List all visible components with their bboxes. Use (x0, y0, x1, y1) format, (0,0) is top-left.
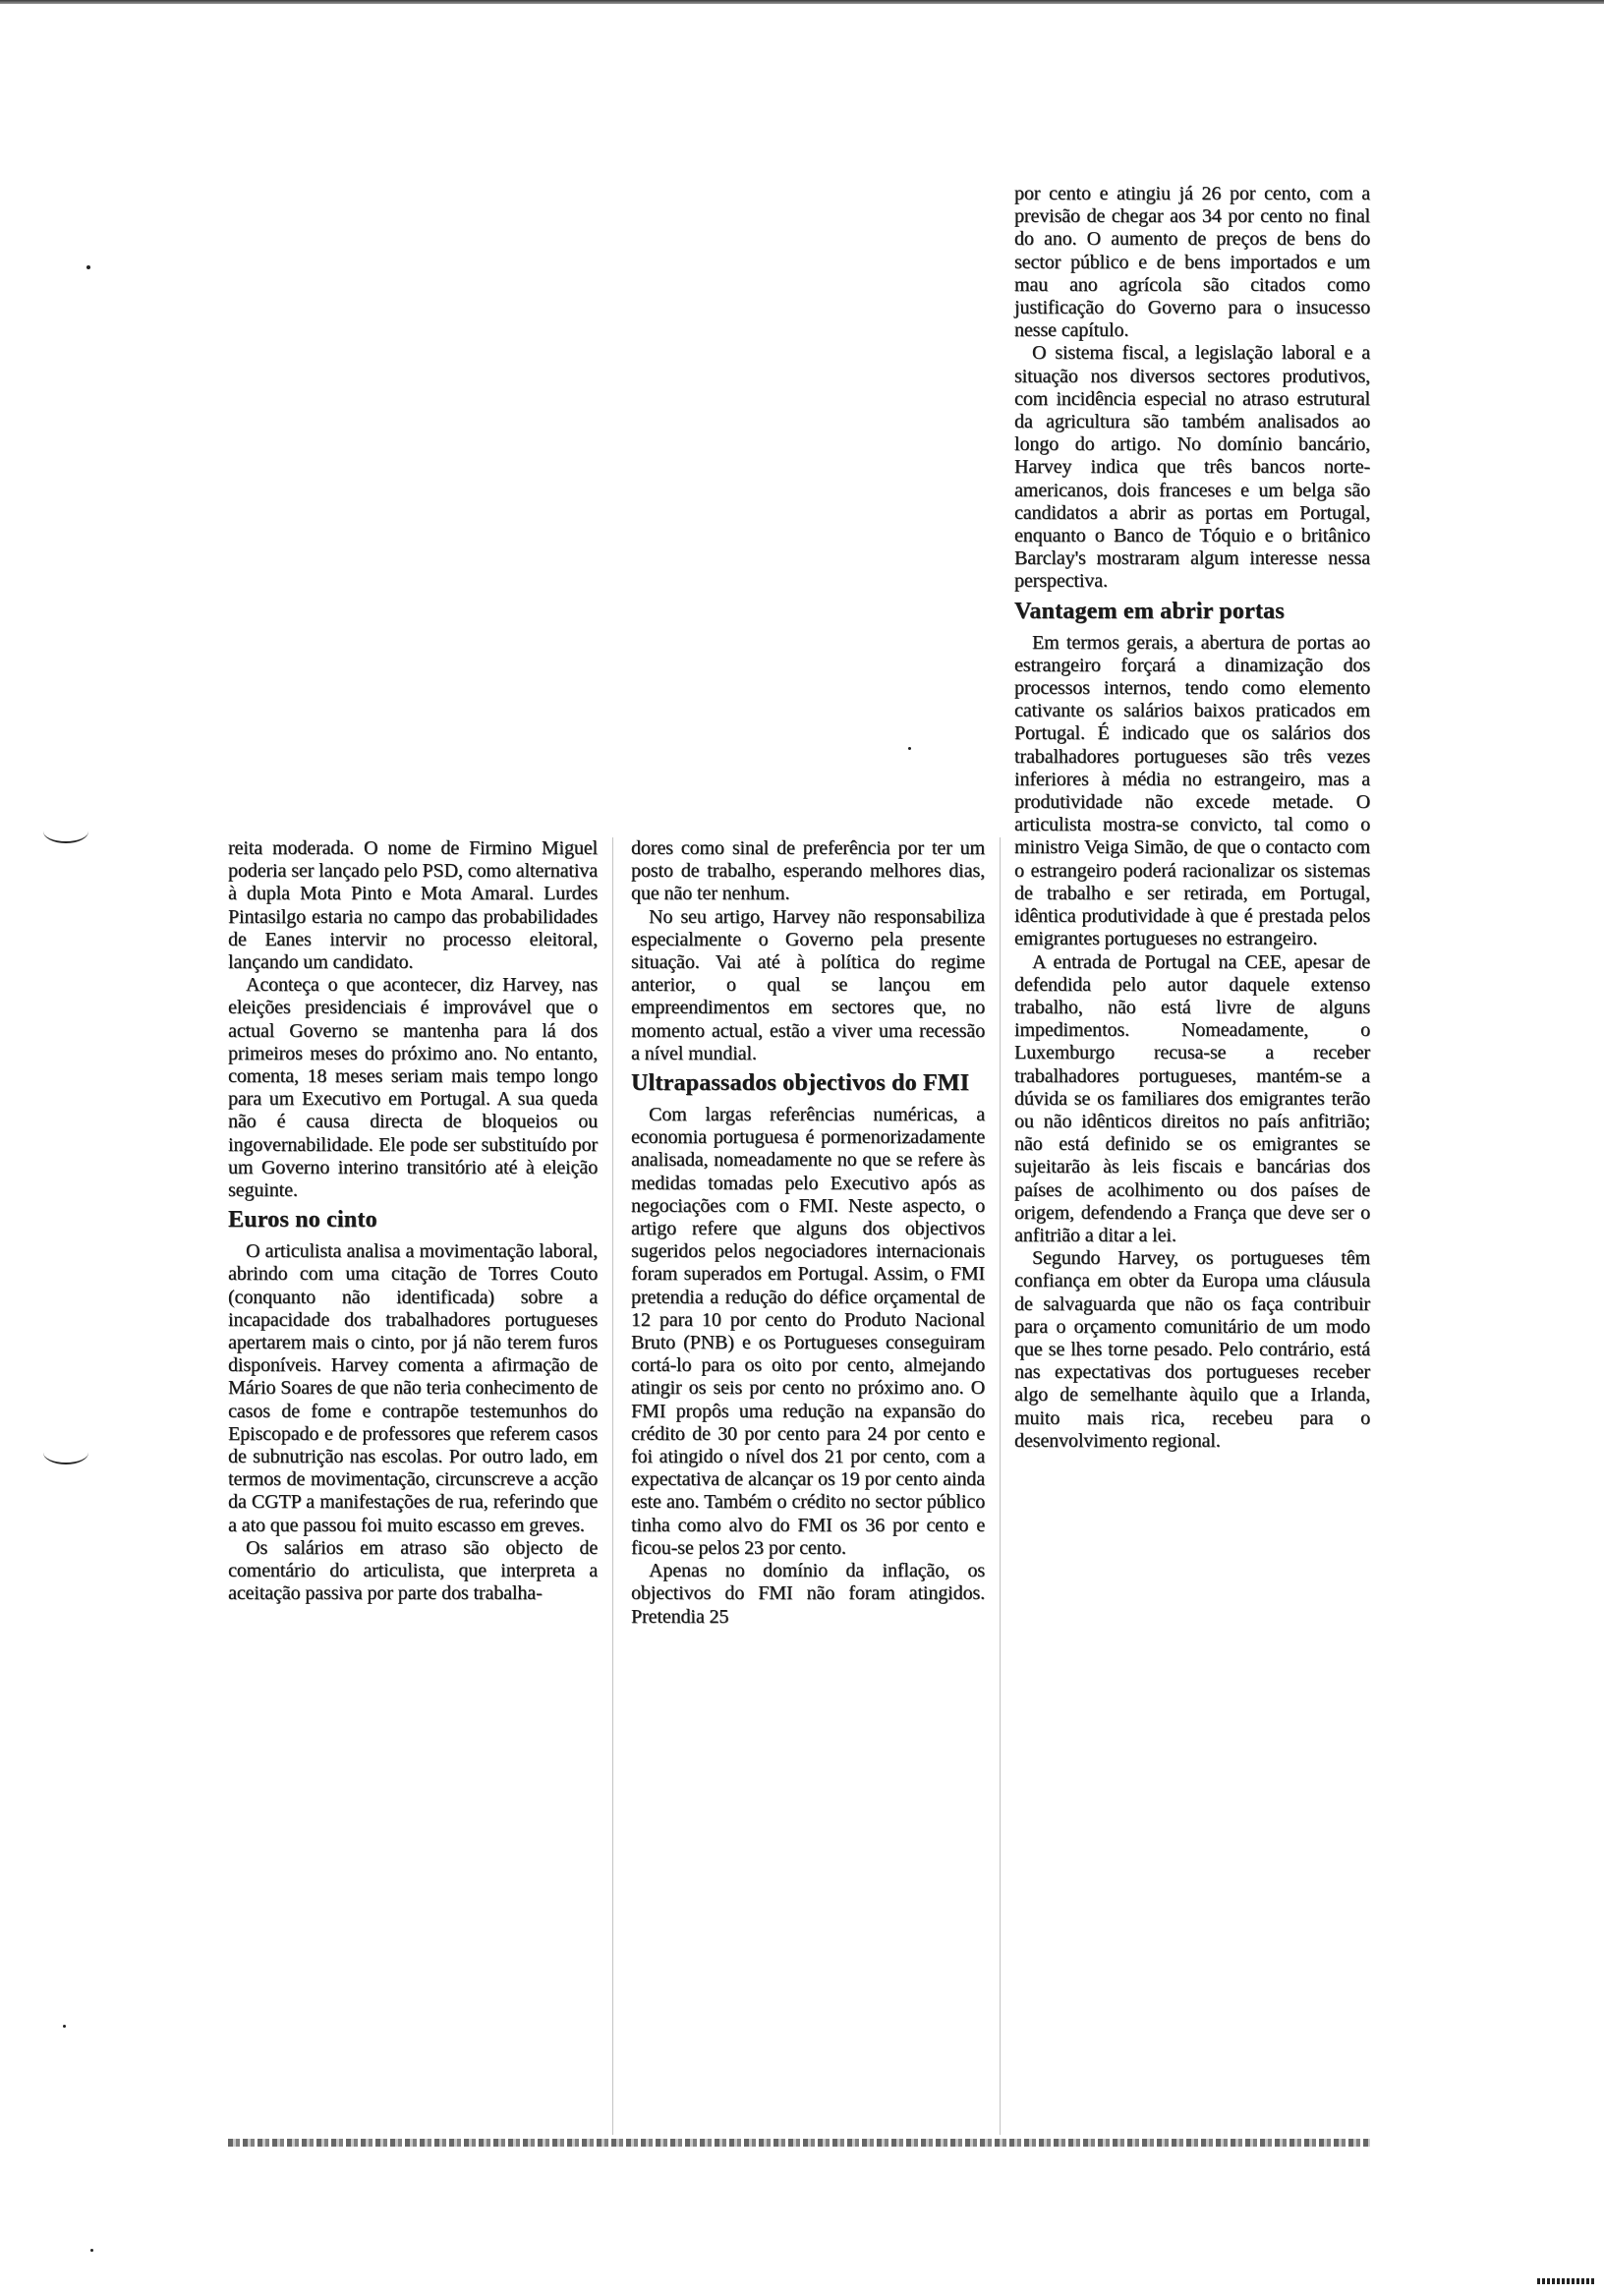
paragraph: O sistema fiscal, a legislação laboral e a situação nos diversos sectores produtivos, com incidência especial no atraso estrutural da agricultura são também analisados ao longo do artigo. No domínio bancário, Harvey indica que três bancos norte-americanos, dois franceses e um belga são candidatos a abrir as portas em Portugal, enquanto o Banco de Tóquio e o britânico Barclay's mostraram algum interesse nessa perspectiva. (1014, 342, 1370, 593)
paragraph: reita moderada. O nome de Firmino Miguel poderia ser lançado pelo PSD, como alternativa à dupla Mota Pinto e Mota Amaral. Lurdes Pintasilgo estaria no campo das probabilidades de Eanes intervir no processo eleitoral, lançando um candidato. (228, 837, 598, 974)
paragraph: Com largas referências numéricas, a economia portuguesa é pormenorizadamente analisada, nomeadamente no que se refere às medidas tomadas pelo Executivo após as negociações com o FMI. Neste aspecto, o artigo refere que alguns dos objectivos sugeridos pelos negociadores internacionais foram superados em Portugal. Assim, o FMI pretendia a redução do défice orçamental de 12 para 10 por cento do Produto Nacional Bruto (PNB) e os Portugueses conseguiram cortá-lo para os oito por cento, almejando atingir os seis por cento no próximo ano. O FMI propôs uma redução na expansão do crédito de 30 por cento para 24 por cento e foi atingido o nível dos 21 por cento, com a expectativa de alcançar os 19 por cento ainda este ano. Também o crédito no sector público tinha como alvo do FMI os 36 por cento e ficou-se pelos 23 por cento. (631, 1104, 985, 1559)
scan-speck (86, 265, 90, 269)
section-heading: Vantagem em abrir portas (1014, 598, 1285, 624)
section-heading: Ultrapassados objectivos do FMI (631, 1070, 970, 1097)
bottom-rule (228, 2139, 1370, 2147)
paragraph: A entrada de Portugal na CEE, apesar de defendida pelo autor daquele extenso trabalho, não está livre de alguns impedimentos. Nomeadamente, o Luxemburgo recusa-se a receber trabalhadores portugueses, mantém-se a dúvida se os familiares dos emigrantes terão ou não idênticos direitos no país anfitrião; não está definido se os emigrantes se sujeitarão às leis fiscais e bancárias dos países de acolhimento ou dos países de origem, defendendo a França que deve ser o anfitrião a ditar a lei. (1014, 950, 1370, 1246)
paragraph: Em termos gerais, a abertura de portas ao estrangeiro forçará a dinamização dos processos internos, tendo como elemento cativante os salários baixos praticados em Portugal. É indicado que os salários dos trabalhadores portugueses são três vezes inferiores à média no estrangeiro, mas a produtividade não excede metade. O articulista mostra-se convicto, tal como o ministro Veiga Simão, de que o contacto com o estrangeiro poderá racionalizar os sistemas de trabalho e ser retirada, em Portugal, idêntica produtividade à que é prestada pelos emigrantes portugueses no estrangeiro. (1014, 631, 1370, 950)
paragraph: No seu artigo, Harvey não responsabiliza especialmente o Governo pela presente situação. Vai até à política do regime anterior, o qual se lançou em empreendimentos em sectores que, no momento actual, estão a viver uma recessão a nível mundial. (631, 905, 985, 1064)
paragraph: Aconteça o que acontecer, diz Harvey, nas eleições presidenciais é improvável que o actual Governo se mantenha para lá dos primeiros meses do próximo ano. No entanto, comenta, 18 meses seriam mais tempo longo para um Executivo em Portugal. A sua queda não é causa directa de bloqueios ou ingovernabilidade. Ele pode ser substituído por um Governo interino transitório até à eleição seguinte. (228, 974, 598, 1202)
scan-speck (63, 2025, 66, 2028)
section-heading: Euros no cinto (228, 1207, 377, 1234)
scan-speck (908, 747, 911, 750)
column-divider (612, 837, 613, 2135)
scan-edge (0, 0, 1604, 4)
paragraph: O articulista analisa a movimentação laboral, abrindo com uma citação de Torres Couto (conquanto não identificada) sobre a incapacidade dos trabalhadores portugueses apertarem mais o cinto, por já não terem furos disponíveis. Harvey comenta a afirmação de Mário Soares de que não teria conhecimento de casos de fome e contrapõe testemunhos do Episcopado e de professores que referem casos de subnutrição nas escolas. Por outro lado, em termos de movimentação, circunscreve a acção da CGTP a manifestações de rua, referindo que a ato que passou foi muito escasso em greves. (228, 1240, 598, 1536)
scan-speck (90, 2249, 93, 2252)
article-column-3 (1014, 183, 1370, 1453)
scan-mark (1537, 2278, 1596, 2284)
paragraph: por cento e atingiu já 26 por cento, com a previsão de chegar aos 34 por cento no final do ano. O aumento de preços de bens do sector público e de bens importados e um mau ano agrícola são citados como justificação do Governo para o insucesso nesse capítulo. (1014, 183, 1370, 342)
binding-mark (43, 820, 88, 843)
paragraph: Os salários em atraso são objecto de comentário do articulista, que interpreta a aceitação passiva por parte dos trabalha- (228, 1536, 598, 1605)
paragraph: dores como sinal de preferência por ter um posto de trabalho, esperando melhores dias, que não ter nenhum. (631, 837, 985, 905)
article-column-1 (228, 837, 598, 1606)
binding-mark (43, 1441, 88, 1464)
article-column-2 (631, 837, 985, 1629)
column-divider (1000, 837, 1001, 2135)
paragraph: Segundo Harvey, os portugueses têm confiança em obter da Europa uma cláusula de salvaguarda que não os faça contribuir para o orçamento comunitário de um modo que se lhes torne pesado. Pelo contrário, está nas expectativas dos portugueses receber algo de semelhante àquilo que a Irlanda, muito mais rica, recebeu para o desenvolvimento regional. (1014, 1247, 1370, 1452)
paragraph: Apenas no domínio da inflação, os objectivos do FMI não foram atingidos. Pretendia 25 (631, 1560, 985, 1628)
